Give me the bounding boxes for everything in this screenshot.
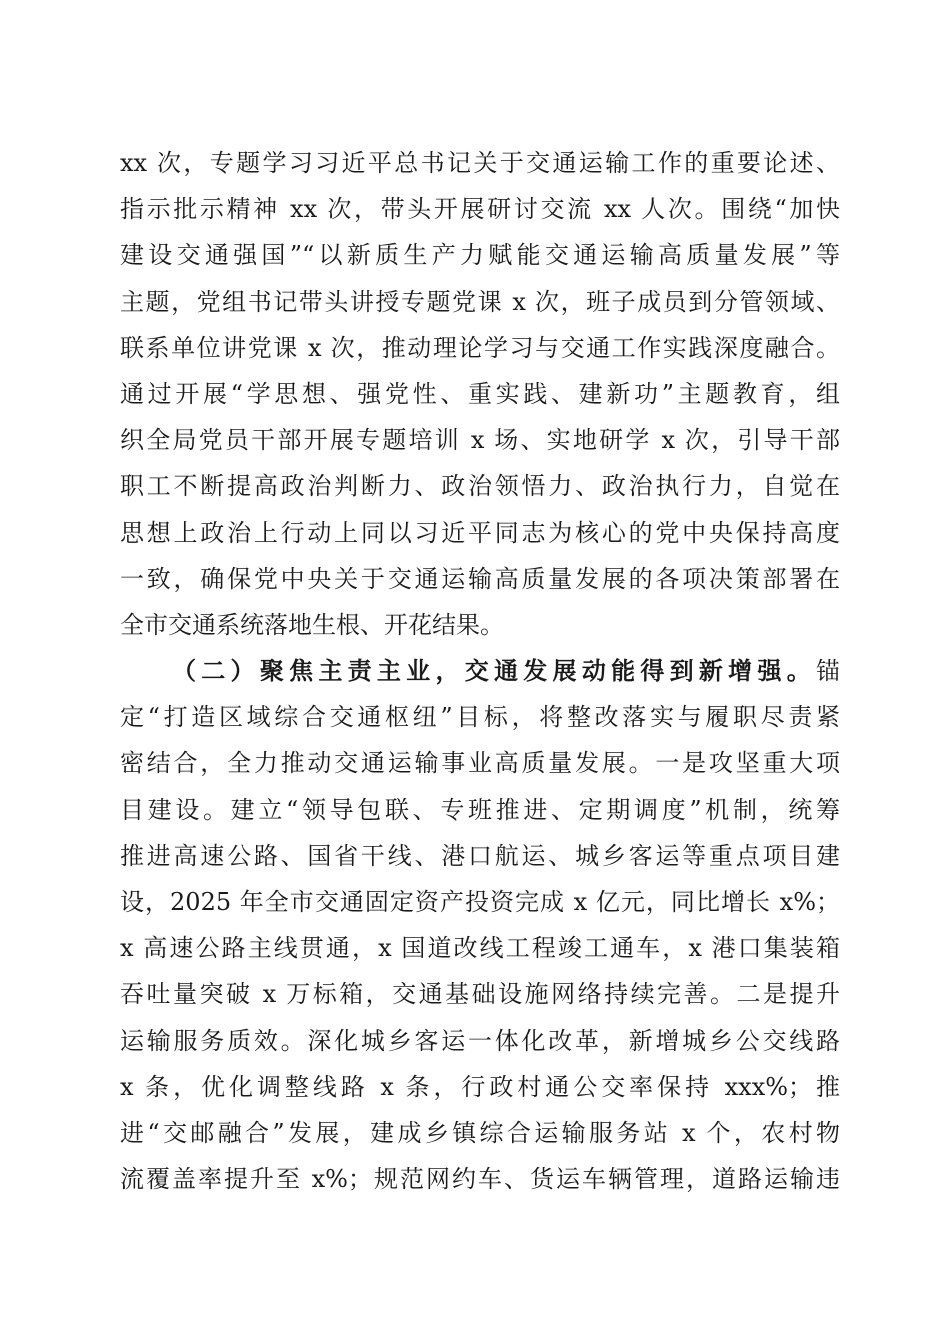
text-line: 织全局党员干部开展专题培训 x 场、实地研学 x 次，引导干部 [120, 426, 840, 455]
text-line: 职工不断提高政治判断力、政治领悟力、政治执行力，自觉在 [120, 472, 840, 501]
section-heading: （二）聚焦主责主业，交通发展动能得到新增强。 [172, 656, 816, 686]
text-line: 进“交邮融合”发展，建成乡镇综合运输服务站 x 个，农村物 [120, 1118, 840, 1147]
text-line: 定“打造区域综合交通枢纽”目标，将整改落实与履职尽责紧 [120, 703, 840, 732]
text-line: x 高速公路主线贯通，x 国道改线工程竣工通车，x 港口集装箱 [120, 934, 840, 963]
text-line: x 条，优化调整线路 x 条，行政村通公交率保持 xxx%；推 [120, 1072, 840, 1101]
text-line: 联系单位讲党课 x 次，推动理论学习与交通工作实践深度融合。 [120, 333, 840, 362]
text-line: 指示批示精神 xx 次，带头开展研讨交流 xx 人次。围绕“加快 [120, 195, 840, 224]
text-line: 运输服务质效。深化城乡客运一体化改革，新增城乡公交线路 [120, 1026, 840, 1055]
text-line: 主题，党组书记带头讲授专题党课 x 次，班子成员到分管领域、 [120, 287, 840, 316]
text-line: 流覆盖率提升至 x%；规范网约车、货运车辆管理，道路运输违 [120, 1165, 840, 1194]
text-line: 建设交通强国”“以新质生产力赋能交通运输高质量发展”等 [120, 241, 840, 270]
text-line: 一致，确保党中央关于交通运输高质量发展的各项决策部署在 [120, 564, 840, 593]
document-body [120, 140, 840, 1202]
text-line: xx 次，专题学习习近平总书记关于交通运输工作的重要论述、 [120, 149, 840, 177]
text-line: 通过开展“学思想、强党性、重实践、建新功”主题教育，组 [120, 379, 840, 408]
text-line: 思想上政治上行动上同以习近平同志为核心的党中央保持高度 [120, 518, 840, 547]
text-line: 全市交通系统落地生根、开花结果。 [120, 610, 504, 639]
text-line: 目建设。建立“领导包联、专班推进、定期调度”机制，统筹 [120, 795, 840, 824]
heading-line-rest: 锚 [816, 657, 840, 686]
text-line: 密结合，全力推动交通运输事业高质量发展。一是攻坚重大项 [120, 749, 840, 778]
text-line: 吞吐量突破 x 万标箱，交通基础设施网络持续完善。二是提升 [120, 980, 840, 1009]
section-heading-line [120, 648, 840, 694]
text-line: 设，2025 年全市交通固定资产投资完成 x 亿元，同比增长 x%； [120, 888, 840, 916]
text-line: 推进高速公路、国省干线、港口航运、城乡客运等重点项目建 [120, 841, 840, 870]
